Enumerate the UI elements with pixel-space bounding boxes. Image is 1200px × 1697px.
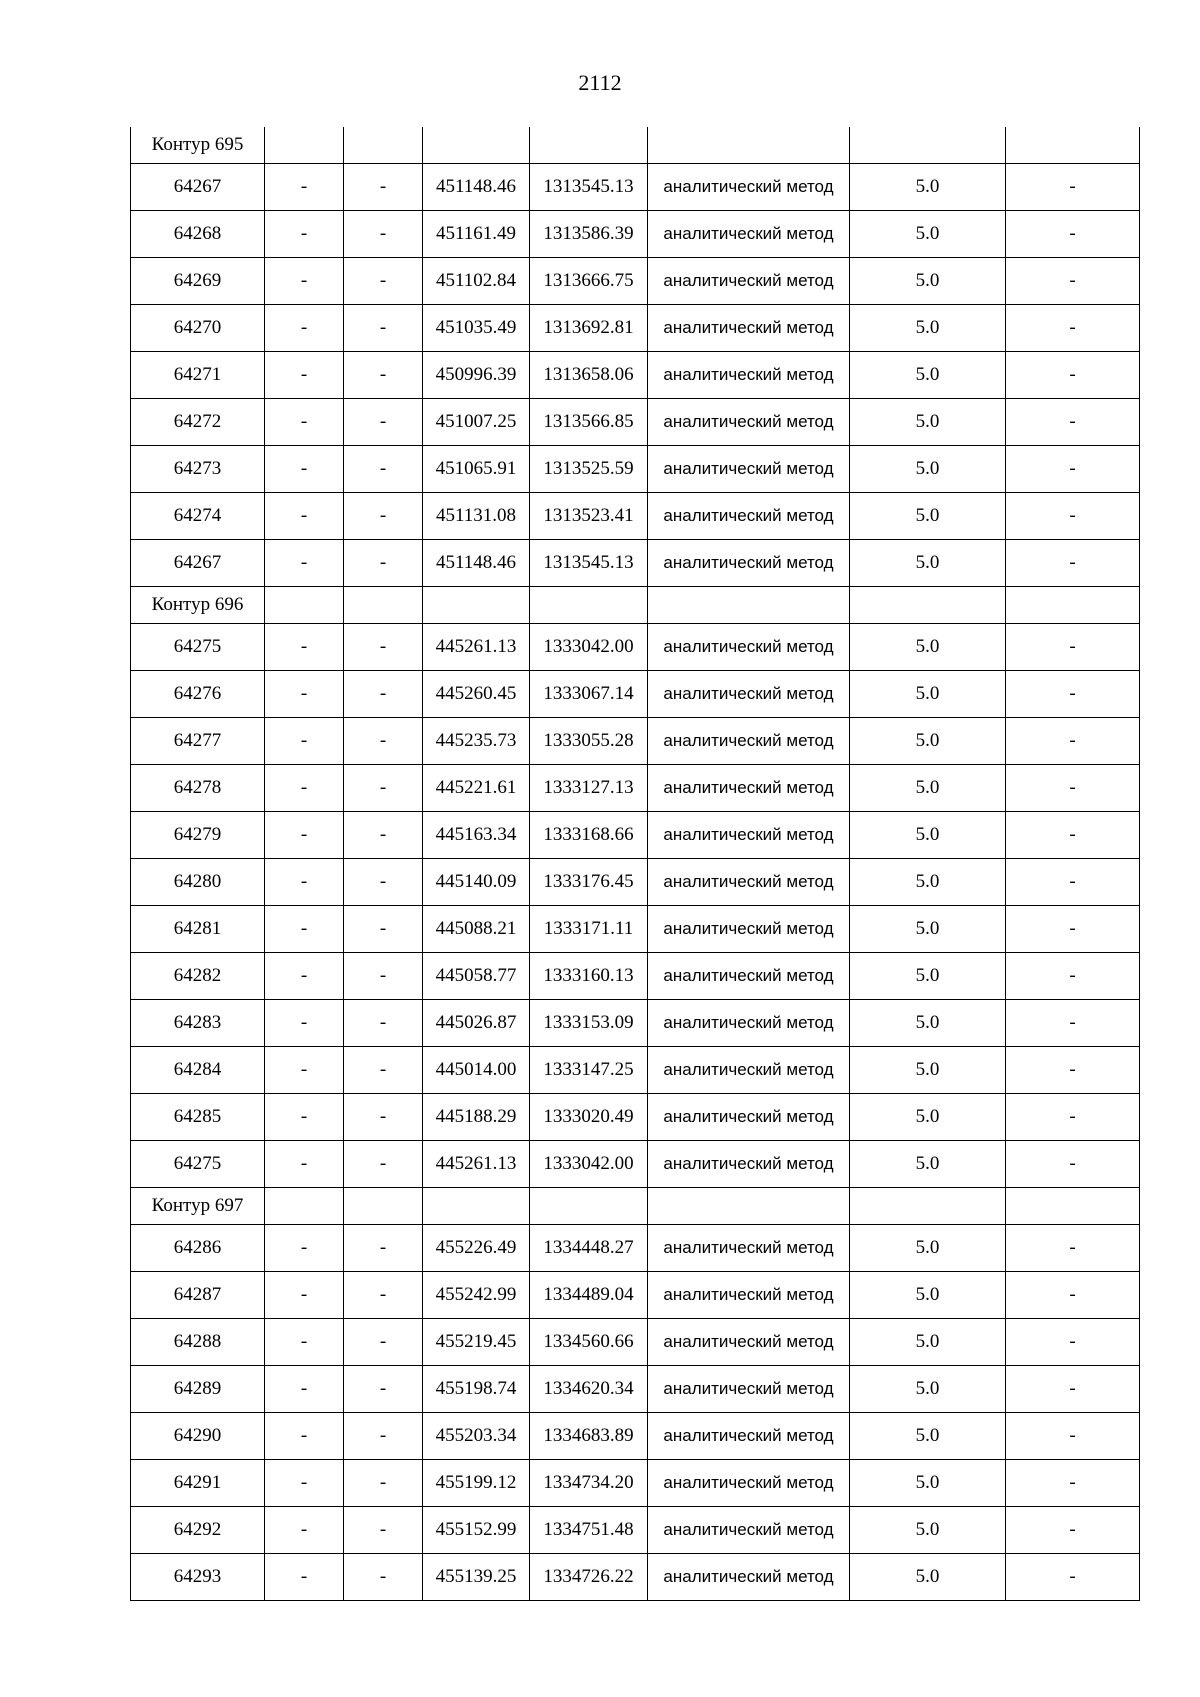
- empty-column-cell: -: [265, 812, 344, 859]
- method-cell: аналитический метод: [648, 1000, 850, 1047]
- empty-cell: [530, 1188, 648, 1225]
- empty-cell: [344, 587, 423, 624]
- empty-column-cell: -: [344, 446, 423, 493]
- y-coordinate-cell: 1334620.34: [530, 1366, 648, 1413]
- empty-column-cell: -: [265, 1141, 344, 1188]
- empty-column-cell: -: [265, 624, 344, 671]
- empty-column-cell: -: [1006, 812, 1140, 859]
- y-coordinate-cell: 1333168.66: [530, 812, 648, 859]
- method-cell: аналитический метод: [648, 859, 850, 906]
- table-row: [131, 352, 1140, 399]
- contour-label: Контур 696: [131, 587, 265, 624]
- empty-column-cell: -: [265, 1225, 344, 1272]
- accuracy-cell: 5.0: [850, 164, 1006, 211]
- empty-column-cell: -: [344, 1460, 423, 1507]
- accuracy-cell: 5.0: [850, 540, 1006, 587]
- accuracy-cell: 5.0: [850, 671, 1006, 718]
- method-cell: аналитический метод: [648, 399, 850, 446]
- point-number-cell: 64280: [131, 859, 265, 906]
- x-coordinate-cell: 445261.13: [423, 1141, 530, 1188]
- method-cell: аналитический метод: [648, 1225, 850, 1272]
- point-number-cell: 64288: [131, 1319, 265, 1366]
- empty-column-cell: -: [344, 953, 423, 1000]
- empty-column-cell: -: [265, 446, 344, 493]
- table-row: [131, 859, 1140, 906]
- empty-column-cell: -: [265, 399, 344, 446]
- method-cell: аналитический метод: [648, 352, 850, 399]
- point-number-cell: 64282: [131, 953, 265, 1000]
- x-coordinate-cell: 455152.99: [423, 1507, 530, 1554]
- point-number-cell: 64287: [131, 1272, 265, 1319]
- empty-column-cell: -: [1006, 859, 1140, 906]
- empty-cell: [530, 127, 648, 164]
- table-row: [131, 1460, 1140, 1507]
- empty-column-cell: -: [1006, 953, 1140, 1000]
- accuracy-cell: 5.0: [850, 1000, 1006, 1047]
- table-row: [131, 493, 1140, 540]
- table-row: [131, 1319, 1140, 1366]
- empty-cell: [850, 127, 1006, 164]
- empty-column-cell: -: [265, 765, 344, 812]
- empty-column-cell: -: [344, 1319, 423, 1366]
- empty-column-cell: -: [344, 164, 423, 211]
- empty-column-cell: -: [265, 1413, 344, 1460]
- method-cell: аналитический метод: [648, 1094, 850, 1141]
- x-coordinate-cell: 451148.46: [423, 164, 530, 211]
- x-coordinate-cell: 445088.21: [423, 906, 530, 953]
- accuracy-cell: 5.0: [850, 352, 1006, 399]
- method-cell: аналитический метод: [648, 493, 850, 540]
- accuracy-cell: 5.0: [850, 493, 1006, 540]
- method-cell: аналитический метод: [648, 1319, 850, 1366]
- table-row: [131, 1507, 1140, 1554]
- method-cell: аналитический метод: [648, 671, 850, 718]
- y-coordinate-cell: 1333147.25: [530, 1047, 648, 1094]
- point-number-cell: 64279: [131, 812, 265, 859]
- table-row: [131, 258, 1140, 305]
- accuracy-cell: 5.0: [850, 1094, 1006, 1141]
- accuracy-cell: 5.0: [850, 1366, 1006, 1413]
- table-row: [131, 1272, 1140, 1319]
- empty-column-cell: -: [1006, 540, 1140, 587]
- contour-header-row: [131, 127, 1140, 164]
- empty-column-cell: -: [344, 211, 423, 258]
- table-row: [131, 1554, 1140, 1601]
- y-coordinate-cell: 1313658.06: [530, 352, 648, 399]
- x-coordinate-cell: 451065.91: [423, 446, 530, 493]
- empty-column-cell: -: [1006, 1554, 1140, 1601]
- empty-column-cell: -: [344, 1413, 423, 1460]
- empty-column-cell: -: [1006, 1094, 1140, 1141]
- point-number-cell: 64276: [131, 671, 265, 718]
- point-number-cell: 64281: [131, 906, 265, 953]
- method-cell: аналитический метод: [648, 1413, 850, 1460]
- point-number-cell: 64291: [131, 1460, 265, 1507]
- empty-cell: [344, 127, 423, 164]
- x-coordinate-cell: 445235.73: [423, 718, 530, 765]
- table-row: [131, 446, 1140, 493]
- point-number-cell: 64274: [131, 493, 265, 540]
- empty-column-cell: -: [265, 671, 344, 718]
- table-row: [131, 1225, 1140, 1272]
- empty-column-cell: -: [344, 305, 423, 352]
- y-coordinate-cell: 1333160.13: [530, 953, 648, 1000]
- point-number-cell: 64271: [131, 352, 265, 399]
- x-coordinate-cell: 455242.99: [423, 1272, 530, 1319]
- empty-column-cell: -: [344, 859, 423, 906]
- empty-column-cell: -: [265, 1460, 344, 1507]
- point-number-cell: 64278: [131, 765, 265, 812]
- table-row: [131, 671, 1140, 718]
- point-number-cell: 64275: [131, 1141, 265, 1188]
- table-row: [131, 765, 1140, 812]
- y-coordinate-cell: 1334726.22: [530, 1554, 648, 1601]
- method-cell: аналитический метод: [648, 1047, 850, 1094]
- y-coordinate-cell: 1333042.00: [530, 1141, 648, 1188]
- method-cell: аналитический метод: [648, 1460, 850, 1507]
- empty-column-cell: -: [265, 1094, 344, 1141]
- table-row: [131, 540, 1140, 587]
- point-number-cell: 64293: [131, 1554, 265, 1601]
- empty-column-cell: -: [265, 906, 344, 953]
- point-number-cell: 64286: [131, 1225, 265, 1272]
- y-coordinate-cell: 1334751.48: [530, 1507, 648, 1554]
- empty-column-cell: -: [1006, 1272, 1140, 1319]
- empty-column-cell: -: [344, 718, 423, 765]
- empty-column-cell: -: [344, 1366, 423, 1413]
- accuracy-cell: 5.0: [850, 718, 1006, 765]
- point-number-cell: 64270: [131, 305, 265, 352]
- accuracy-cell: 5.0: [850, 305, 1006, 352]
- empty-cell: [265, 127, 344, 164]
- y-coordinate-cell: 1313545.13: [530, 540, 648, 587]
- empty-column-cell: -: [1006, 1413, 1140, 1460]
- y-coordinate-cell: 1333055.28: [530, 718, 648, 765]
- y-coordinate-cell: 1313523.41: [530, 493, 648, 540]
- table-row: [131, 812, 1140, 859]
- empty-cell: [423, 127, 530, 164]
- empty-cell: [850, 587, 1006, 624]
- empty-column-cell: -: [1006, 1047, 1140, 1094]
- accuracy-cell: 5.0: [850, 765, 1006, 812]
- empty-column-cell: -: [265, 211, 344, 258]
- empty-column-cell: -: [344, 1141, 423, 1188]
- empty-cell: [530, 587, 648, 624]
- empty-column-cell: -: [1006, 765, 1140, 812]
- table-row: [131, 953, 1140, 1000]
- x-coordinate-cell: 445261.13: [423, 624, 530, 671]
- x-coordinate-cell: 445260.45: [423, 671, 530, 718]
- method-cell: аналитический метод: [648, 1554, 850, 1601]
- point-number-cell: 64272: [131, 399, 265, 446]
- x-coordinate-cell: 445163.34: [423, 812, 530, 859]
- empty-column-cell: -: [1006, 1319, 1140, 1366]
- y-coordinate-cell: 1334734.20: [530, 1460, 648, 1507]
- method-cell: аналитический метод: [648, 1272, 850, 1319]
- x-coordinate-cell: 451161.49: [423, 211, 530, 258]
- method-cell: аналитический метод: [648, 211, 850, 258]
- method-cell: аналитический метод: [648, 305, 850, 352]
- y-coordinate-cell: 1333127.13: [530, 765, 648, 812]
- table-row: [131, 1094, 1140, 1141]
- empty-column-cell: -: [265, 1000, 344, 1047]
- empty-column-cell: -: [344, 1000, 423, 1047]
- page-number: 2112: [578, 70, 622, 95]
- x-coordinate-cell: 445221.61: [423, 765, 530, 812]
- point-number-cell: 64267: [131, 164, 265, 211]
- accuracy-cell: 5.0: [850, 1319, 1006, 1366]
- table-row: [131, 1047, 1140, 1094]
- empty-column-cell: -: [344, 1225, 423, 1272]
- empty-column-cell: -: [265, 859, 344, 906]
- accuracy-cell: 5.0: [850, 1460, 1006, 1507]
- empty-column-cell: -: [1006, 1000, 1140, 1047]
- empty-column-cell: -: [344, 906, 423, 953]
- empty-column-cell: -: [344, 671, 423, 718]
- x-coordinate-cell: 445188.29: [423, 1094, 530, 1141]
- accuracy-cell: 5.0: [850, 1272, 1006, 1319]
- y-coordinate-cell: 1333153.09: [530, 1000, 648, 1047]
- y-coordinate-cell: 1333042.00: [530, 624, 648, 671]
- table-row: [131, 211, 1140, 258]
- table-row: [131, 1141, 1140, 1188]
- empty-column-cell: -: [344, 765, 423, 812]
- empty-cell: [423, 1188, 530, 1225]
- y-coordinate-cell: 1334448.27: [530, 1225, 648, 1272]
- accuracy-cell: 5.0: [850, 859, 1006, 906]
- empty-column-cell: -: [344, 1094, 423, 1141]
- accuracy-cell: 5.0: [850, 1141, 1006, 1188]
- method-cell: аналитический метод: [648, 765, 850, 812]
- coordinates-table: [130, 127, 1140, 1601]
- method-cell: аналитический метод: [648, 906, 850, 953]
- y-coordinate-cell: 1334489.04: [530, 1272, 648, 1319]
- table-row: [131, 1366, 1140, 1413]
- empty-column-cell: -: [1006, 211, 1140, 258]
- empty-cell: [648, 1188, 850, 1225]
- empty-column-cell: -: [344, 540, 423, 587]
- table-row: [131, 164, 1140, 211]
- method-cell: аналитический метод: [648, 540, 850, 587]
- y-coordinate-cell: 1334683.89: [530, 1413, 648, 1460]
- empty-column-cell: -: [1006, 352, 1140, 399]
- accuracy-cell: 5.0: [850, 624, 1006, 671]
- point-number-cell: 64290: [131, 1413, 265, 1460]
- empty-column-cell: -: [344, 1047, 423, 1094]
- accuracy-cell: 5.0: [850, 1225, 1006, 1272]
- method-cell: аналитический метод: [648, 258, 850, 305]
- empty-column-cell: -: [1006, 305, 1140, 352]
- x-coordinate-cell: 451102.84: [423, 258, 530, 305]
- point-number-cell: 64267: [131, 540, 265, 587]
- point-number-cell: 64285: [131, 1094, 265, 1141]
- x-coordinate-cell: 455219.45: [423, 1319, 530, 1366]
- empty-column-cell: -: [1006, 671, 1140, 718]
- empty-column-cell: -: [344, 624, 423, 671]
- empty-column-cell: -: [1006, 164, 1140, 211]
- method-cell: аналитический метод: [648, 812, 850, 859]
- empty-column-cell: -: [1006, 258, 1140, 305]
- empty-column-cell: -: [344, 493, 423, 540]
- method-cell: аналитический метод: [648, 446, 850, 493]
- x-coordinate-cell: 455203.34: [423, 1413, 530, 1460]
- y-coordinate-cell: 1313586.39: [530, 211, 648, 258]
- accuracy-cell: 5.0: [850, 906, 1006, 953]
- point-number-cell: 64273: [131, 446, 265, 493]
- empty-column-cell: -: [265, 1319, 344, 1366]
- empty-cell: [648, 587, 850, 624]
- accuracy-cell: 5.0: [850, 1047, 1006, 1094]
- accuracy-cell: 5.0: [850, 1554, 1006, 1601]
- method-cell: аналитический метод: [648, 718, 850, 765]
- contour-header-row: [131, 1188, 1140, 1225]
- empty-column-cell: -: [1006, 1225, 1140, 1272]
- method-cell: аналитический метод: [648, 1366, 850, 1413]
- x-coordinate-cell: 445026.87: [423, 1000, 530, 1047]
- x-coordinate-cell: 445014.00: [423, 1047, 530, 1094]
- contour-label: Контур 697: [131, 1188, 265, 1225]
- empty-column-cell: -: [265, 953, 344, 1000]
- empty-cell: [1006, 1188, 1140, 1225]
- x-coordinate-cell: 451131.08: [423, 493, 530, 540]
- contour-header-row: [131, 587, 1140, 624]
- method-cell: аналитический метод: [648, 1507, 850, 1554]
- x-coordinate-cell: 450996.39: [423, 352, 530, 399]
- empty-column-cell: -: [1006, 399, 1140, 446]
- table-row: [131, 906, 1140, 953]
- y-coordinate-cell: 1313666.75: [530, 258, 648, 305]
- empty-column-cell: -: [265, 540, 344, 587]
- y-coordinate-cell: 1334560.66: [530, 1319, 648, 1366]
- empty-column-cell: -: [265, 305, 344, 352]
- method-cell: аналитический метод: [648, 624, 850, 671]
- y-coordinate-cell: 1333171.11: [530, 906, 648, 953]
- accuracy-cell: 5.0: [850, 1507, 1006, 1554]
- point-number-cell: 64269: [131, 258, 265, 305]
- empty-column-cell: -: [265, 1507, 344, 1554]
- empty-column-cell: -: [344, 399, 423, 446]
- empty-cell: [1006, 587, 1140, 624]
- x-coordinate-cell: 455226.49: [423, 1225, 530, 1272]
- point-number-cell: 64283: [131, 1000, 265, 1047]
- empty-cell: [265, 1188, 344, 1225]
- point-number-cell: 64292: [131, 1507, 265, 1554]
- empty-cell: [648, 127, 850, 164]
- table-row: [131, 1000, 1140, 1047]
- table-row: [131, 624, 1140, 671]
- y-coordinate-cell: 1333067.14: [530, 671, 648, 718]
- empty-column-cell: -: [344, 812, 423, 859]
- empty-column-cell: -: [344, 1554, 423, 1601]
- empty-column-cell: -: [265, 1366, 344, 1413]
- empty-column-cell: -: [344, 258, 423, 305]
- accuracy-cell: 5.0: [850, 211, 1006, 258]
- empty-column-cell: -: [1006, 1460, 1140, 1507]
- accuracy-cell: 5.0: [850, 1413, 1006, 1460]
- empty-column-cell: -: [265, 352, 344, 399]
- x-coordinate-cell: 451148.46: [423, 540, 530, 587]
- empty-column-cell: -: [1006, 718, 1140, 765]
- empty-column-cell: -: [344, 352, 423, 399]
- empty-column-cell: -: [265, 1554, 344, 1601]
- empty-column-cell: -: [344, 1507, 423, 1554]
- x-coordinate-cell: 451007.25: [423, 399, 530, 446]
- table-row: [131, 718, 1140, 765]
- x-coordinate-cell: 455139.25: [423, 1554, 530, 1601]
- y-coordinate-cell: 1313692.81: [530, 305, 648, 352]
- x-coordinate-cell: 455198.74: [423, 1366, 530, 1413]
- point-number-cell: 64275: [131, 624, 265, 671]
- method-cell: аналитический метод: [648, 1141, 850, 1188]
- accuracy-cell: 5.0: [850, 258, 1006, 305]
- x-coordinate-cell: 445140.09: [423, 859, 530, 906]
- empty-column-cell: -: [265, 164, 344, 211]
- y-coordinate-cell: 1313545.13: [530, 164, 648, 211]
- empty-column-cell: -: [1006, 906, 1140, 953]
- empty-column-cell: -: [1006, 1507, 1140, 1554]
- empty-cell: [265, 587, 344, 624]
- y-coordinate-cell: 1313525.59: [530, 446, 648, 493]
- empty-column-cell: -: [265, 258, 344, 305]
- empty-column-cell: -: [1006, 493, 1140, 540]
- empty-column-cell: -: [1006, 446, 1140, 493]
- table-row: [131, 1413, 1140, 1460]
- empty-column-cell: -: [265, 1047, 344, 1094]
- empty-column-cell: -: [265, 1272, 344, 1319]
- empty-column-cell: -: [265, 493, 344, 540]
- accuracy-cell: 5.0: [850, 812, 1006, 859]
- point-number-cell: 64284: [131, 1047, 265, 1094]
- y-coordinate-cell: 1333020.49: [530, 1094, 648, 1141]
- empty-cell: [850, 1188, 1006, 1225]
- empty-column-cell: -: [344, 1272, 423, 1319]
- empty-cell: [1006, 127, 1140, 164]
- empty-column-cell: -: [1006, 624, 1140, 671]
- accuracy-cell: 5.0: [850, 953, 1006, 1000]
- empty-column-cell: -: [265, 718, 344, 765]
- empty-column-cell: -: [1006, 1141, 1140, 1188]
- method-cell: аналитический метод: [648, 953, 850, 1000]
- table-row: [131, 305, 1140, 352]
- point-number-cell: 64277: [131, 718, 265, 765]
- x-coordinate-cell: 445058.77: [423, 953, 530, 1000]
- accuracy-cell: 5.0: [850, 446, 1006, 493]
- empty-cell: [423, 587, 530, 624]
- method-cell: аналитический метод: [648, 164, 850, 211]
- x-coordinate-cell: 455199.12: [423, 1460, 530, 1507]
- contour-label: Контур 695: [131, 127, 265, 164]
- empty-column-cell: -: [1006, 1366, 1140, 1413]
- y-coordinate-cell: 1313566.85: [530, 399, 648, 446]
- point-number-cell: 64289: [131, 1366, 265, 1413]
- table-body: [131, 127, 1140, 1601]
- x-coordinate-cell: 451035.49: [423, 305, 530, 352]
- y-coordinate-cell: 1333176.45: [530, 859, 648, 906]
- empty-cell: [344, 1188, 423, 1225]
- point-number-cell: 64268: [131, 211, 265, 258]
- table-row: [131, 399, 1140, 446]
- accuracy-cell: 5.0: [850, 399, 1006, 446]
